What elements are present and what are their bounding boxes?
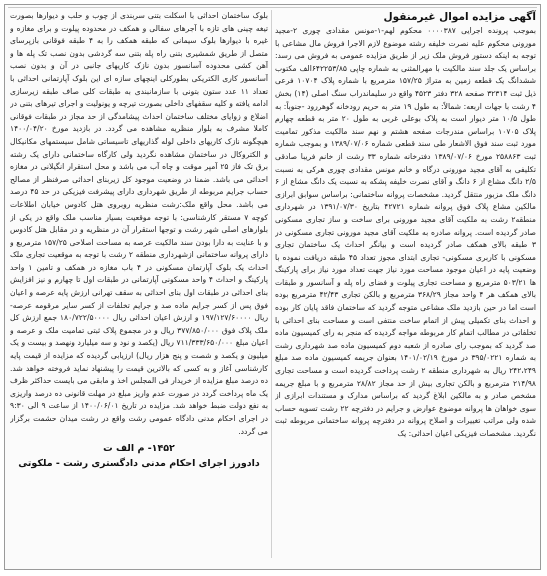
notice-signature: دادورز اجرای احکام مدنی دادگستری رشت - ملکوتی [18,458,260,470]
notice-left-column [10,10,268,558]
notice-body-left: بلوک ساختمان احداثی با اسکلت بتنی سربندی از چوب و حلب و دیوارها بصورت تیغه چینی های تازه با آجرهای سفالی و همکف در محدوده پیلوت و برای مغازه و غیره با دیوارها بلوک سیمانی که طبقه همکف را به ۴ طبقه فوقانی بازپرسای متصل از طریق شمشیری بتنی راه پله بتنی سه گردشی بدون نصب تک پله ها و آهن کشی محدوده آسانسور بدون نازک کاریهای جانبی در آن و بدون نصب آسانسور کاری الکتریکی بطورکلی اینچهای سازه ای این بلوک آپارتمانی احداثی با تعداد ۱۱ عدد ستون بتونی با سازمانبندی به طبقات کلی صاف طبقه زیرسازی ادامه یافته و کلیه سقفهای داخلی بصورت تیرچه و یونولیت و اجرای تیرهای بتنی در اضلاع و زوایای مختلف ساختمان احداث پیشامدگی از حد مجاز در طبقات فوقانی کاملا مشرف به بلوار منظریه مشاهده می گردد. در بازدید مورخ ۱۴۰۰/۰۴/۲۰ هیچگونه نازک کاریهای داخلی لوله گذاریهای تاسیساتی شامل سیستمهای مکانیکال و الکتروکال در ساختمان مشاهده نگردید ولی کارگاه ساختمانی دارای یک رشته برق تک فاز ۲۵ آمپر موقت و چاه آب می باشد و محل استقرار انگیلانی در مغازه احداثی می باشد. ضمنا در وضعیت موجود کل زیربنای احداثی صرفنظر از مصالح حساب جرایم مربوطه از طریق شهرداری دارای پیشرفت فیزیکی در حد ۴۵ درصد می باشد. محل واقع ملک:رشت منظریه روبروی هتل کادوس خیابان اطلاعات کوچه ۷ مستقر کارشناسی: با توجه موقعیت بسیار مناسب ملک واقع در یکی از بلوارهای اصلی شهر رشت و توجها استقرار آن در منظریه و در مقابل هتل کادوس و با عنایت به دارا بودن سند مالکیت عرصه به مساحت اصلاحی ۱۵۷/۲۵ مترمربع و دارای پروانه ساختمانی ازشهرداری منطقه ۲ رشت با توجه به موقعیت تجاری ملک احداث یک بلوک آپارتمان مسکونی در ۴ باب مغازه در همکف و تامین ۱ واحد پارکینگ و احداث ۴ واحد مسکونی آپارتمانی در طبقات اول تا چهارم و نیز افزایش بنای احداثی در طبقات اول بنای احداثی به سقف تهرانی ارزش پایه عرصه و اعیان فوق پس از کسر جرایم ماده صد و جرایم تخلفات از کسر سایر مرقومه عرصه- ریال ۱۹۷/۱۲۷/۶۰۰۰۰ و ارزش اعیان احداثی ریال ۱۸۰/۷۲۲/۵۰۰۰۰ جمع ارزش کل ملک پلاک فوق ۳۷۷/۸۵۰/۰۰۰ ریال و در مجموع پلاک ثبتی تمامیت ملک و عرصه و اعیان مبلغ ۷۱۱/۳۳۳/۶۵۰/۰۰۰ ریال (یکصد و نود و سه میلیارد ونهصد و بیست و یک میلیون و یکصد و شصت و پنج هزار ریال) ارزیابی گردیده که مزایده از قیمت پایه کارشناسی آغاز و به کسی که بالاترین قیمت را پیشنهاد نماید فروخته خواهد شد. ده درصد مبلغ مزایده از خریدار فی المجلس اخذ و مابقی می بایست حداکثر ظرف یک ماه پرداخت گردد در صورت عدم واریز مبلغ در مهلت قانونی ده درصد واریزی به نفع دولت ضبط خواهد شد. مزایده در تاریخ ۱۴۰۰/۰۶/۰۱ از ساعت ۹ الی ۹:۳۰ در اجرای احکام مدنی دادگاه عمومی رشت واقع در رشت میدان حشمت برگزار می گردد. [10,11,268,436]
notice-right-column [275,10,536,558]
notice-heading: آگهی مزایده اموال غیرمنقول [383,11,536,23]
top-rule [8,7,537,8]
notice-reference: ۱۴۵۲- م الف ت [103,443,175,455]
column-divider [271,10,272,558]
notice-body-right: بموجب پرونده اجرایی ۰۰۰۰۳۸۷ محکوم لهم-۱-مونس مقدادی چوری ۲-مجید مورونی محکوم علیه نصرت خلیفه رشته موضوع لازم الاجرا فروش مال مشاعی با توجه به اینکه دستور فروش ملک زیر از طریق مزایده عمومی به فروش می رسد: براساس یک جلد سند مالکیت با مهرالمثنی به شماره چاپی ۶۴۲۲۵۳/۸۵الف مکتوب ششدانگ یک قطعه زمین به متراژ ۱۵۷/۲۵ مترمربع با شماره پلاک ۱۰۷۰۴ فرعی ذیل ثبت ۳۲۳۱۴ صفحه ۳۲۸ دفتر ۴۵۲۳ واقع در سلیماندراب سنگ اصلی (۱۴) بخش ۴ رشت با جهات اربعه: شمالاً: به طول ۱۹ متر به حریم رودخانه گوهررود -جنوباً: به طول ۱۰/۵ متر دیوار است به پلاک بوعلی غربی به طول ۲۰ متر به قطعه چهارم پلاک ۱۰۷۰۵ براساس مندرجات صفحه هشتم و نهم سند مالکیت مذکور تمامیت مورد ثبت سند فوق الاشعار طی سند قطعی شماره ۱۳۸۹/۰۷/۰۶ و بموجب شماره ثبت ۲۵۸۸۶۳ مورخ ۱۳۸۹/۰۷/۰۶ دفترخانه شماره ۳۳ رشت از خانم فریبا صادقی تکلیفی به آقای مجید مورونی درگاه و خانم مونس مقدادی چوری هرکی به نسبت ۲/۵ دانگ مشاع از ۶ دانگ و آقای نصرت خلیفه پشکه به نسبت یک دانگ مشاع از ۶ دانگ ملک مزبور منتقل گردید. مشخصات پروانه ساختمانی: براساس سوابق ابرازی مالکین مشاع پلاک فوق پروانه شماره ۴۲۷۲۱ بتاریخ ۱۳۹۱/۰۷/۳۰ در شهرداری منطقه۲ رشت به ملکیت آقای مجید مورونی برای ساخت و ساز تجاری مسکونی صادر گردیده است. پروانه صادره به ملکیت آقای مجید مورونی تجاری مسکونی در ۳ طبقه بالای همکف صادر گردیده است و بیانگر احداث یک ساختمان تجاری مسکونی با کاربری مسکونی- تجاری ابتدای مجوز تعداد ۴۵ طبقه دریافت نموده با وضعیت پایه در اعیان موجود مساحت مورد نیاز جهت تعداد مورد نیاز برای پارکینگ ها ۵۰۳/۲۱ مترمربع و مساحت تجاری پیلوت و فضای راه پله و آسانسور و طبقات بالای همکف هر ۴ واحد مجاز ۳۶۸/۲۹ مترمربع و بالکن تجاری ۴۲/۴۳ مترمربع بوده است اما در حین بازدید ملک مشاعی متوجه گردید که ساختمان فاقد پایان کار بوده و احداث بنای تکمیلی پیش از اتمام ساخت منتفی است و مساحت بنای احداثی با تخلفاتی در مطالب اتمام کار مربوطه مواجه گردیده که منجر به رای کمیسیون ماده صد گردید که بموجب رای صادره از شعبه دوم کمیسیون ماده صد شهرداری رشت به شماره ۳۹۵/۰۲۲۱ در مورخ ۱۴۰۱/۰۲/۱۹ بعنوان جریمه کمیسیون ماده صد مبلغ ۲۴۲،۲۴۹ ریال به شهرداری منطقه ۲ رشت پرداخت گردیده است و مساحت تجاری ۲۱۴/۹۸ مترمربع و بالکن تجاری بیش از حد مجاز ۲۸/۸۲ مترمربع و با مبلغ جریمه مشخص صادر و به مالکین ابلاغ گردید که براساس مدارک و مستندات ابرازی از سوی خواهان ها پروانه موضوع عوارض و جرایم در دفترچه ۲۲ رشت تسویه حساب شده ولی مراتب تغییرات و اصلاح پروانه در دفترچه پروانه ساختمانی مربوطه ثبت نگردید. مشخصات فیزیکی اعیان احداثی: یک [275,26,536,438]
